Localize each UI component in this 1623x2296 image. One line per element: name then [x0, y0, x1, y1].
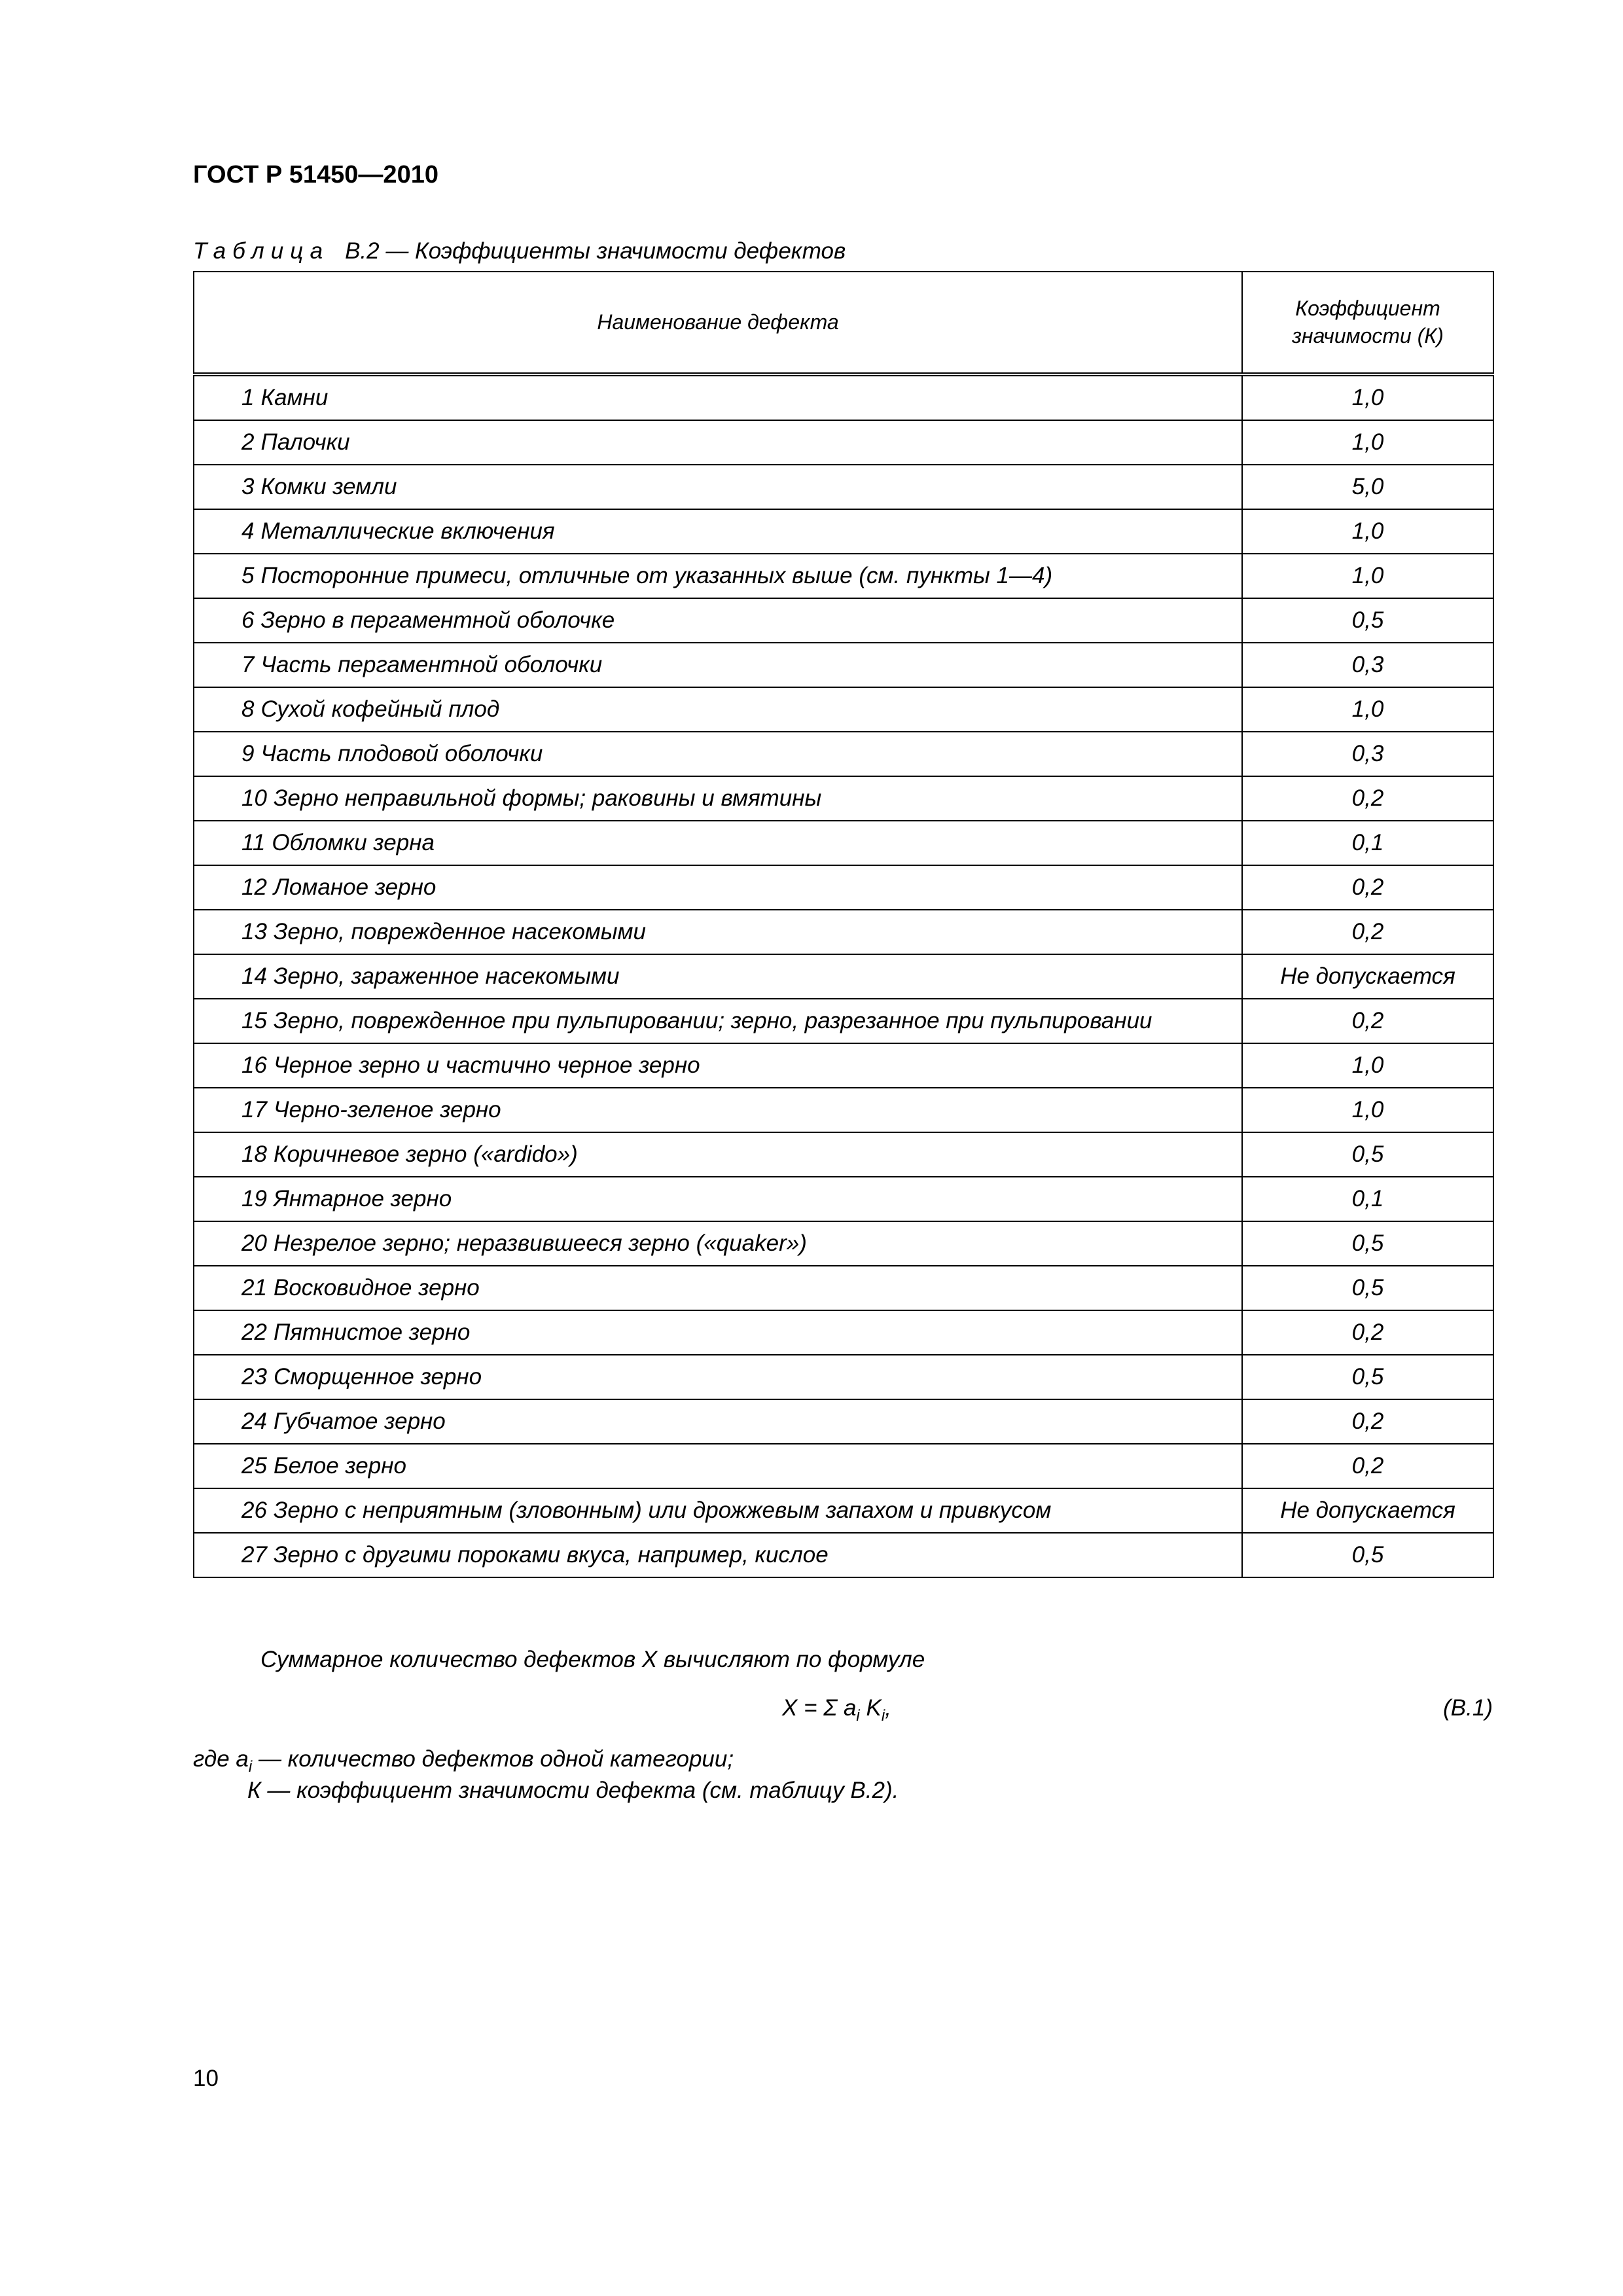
table-body	[194, 374, 1493, 1577]
defect-name: Зерно, поврежденное при пульпировании; зерно, разрезанное при пульпировании	[273, 1008, 1152, 1033]
defect-name: Восковидное зерно	[273, 1275, 480, 1300]
table-row	[194, 954, 1493, 999]
table-row	[194, 732, 1493, 776]
defect-name-cell	[194, 465, 1242, 509]
coefficient-value: Не допускается	[1242, 954, 1493, 999]
defect-name-cell	[194, 1132, 1242, 1177]
defect-name-cell	[194, 1088, 1242, 1132]
defect-number: 9	[241, 741, 255, 766]
defect-name: Палочки	[260, 429, 350, 455]
defect-number: 13	[241, 919, 267, 944]
coefficient-value: 1,0	[1242, 509, 1493, 554]
table-row	[194, 1355, 1493, 1399]
defect-name: Пятнистое зерно	[273, 1319, 471, 1345]
document-title: ГОСТ Р 51450—2010	[193, 161, 438, 188]
defect-number: 4	[241, 518, 255, 544]
coefficient-value: 0,2	[1242, 999, 1493, 1043]
page-number: 10	[193, 2066, 219, 2091]
defect-name: Сморщенное зерно	[273, 1364, 482, 1390]
coefficient-value: 0,5	[1242, 598, 1493, 643]
defect-name: Часть пергаментной оболочки	[260, 652, 603, 677]
defect-name-cell	[194, 821, 1242, 865]
defect-name-cell	[194, 1444, 1242, 1488]
table-row	[194, 865, 1493, 910]
table-row	[194, 420, 1493, 465]
coefficient-value: 1,0	[1242, 1043, 1493, 1088]
defect-name: Комки земли	[260, 474, 397, 499]
table-row	[194, 1488, 1493, 1533]
table-row	[194, 509, 1493, 554]
coefficient-value: 0,2	[1242, 1399, 1493, 1444]
defect-name: Зерно, поврежденное насекомыми	[273, 919, 647, 944]
coefficient-value: 0,5	[1242, 1266, 1493, 1310]
table-row	[194, 1177, 1493, 1221]
defect-number: 19	[241, 1186, 267, 1211]
table-row	[194, 687, 1493, 732]
defect-name-cell	[194, 598, 1242, 643]
caption-label: Таблица	[193, 238, 330, 264]
table-row	[194, 999, 1493, 1043]
defect-name-cell	[194, 509, 1242, 554]
defect-name-cell	[194, 1221, 1242, 1266]
defect-name: Металлические включения	[260, 518, 555, 544]
table-row	[194, 1399, 1493, 1444]
defect-name-cell	[194, 1399, 1242, 1444]
defect-name: Коричневое зерно («ardido»)	[273, 1141, 578, 1167]
table-row	[194, 776, 1493, 821]
defect-number: 23	[241, 1364, 267, 1390]
defect-number: 26	[241, 1498, 267, 1523]
defect-number: 25	[241, 1453, 267, 1479]
defect-name-cell	[194, 1043, 1242, 1088]
defect-name-cell	[194, 643, 1242, 687]
defect-name-cell	[194, 374, 1242, 420]
defect-name-cell	[194, 954, 1242, 999]
defect-name: Черно-зеленое зерно	[273, 1097, 501, 1122]
coefficient-value: 0,3	[1242, 643, 1493, 687]
coefficient-value: Не допускается	[1242, 1488, 1493, 1533]
defect-number: 18	[241, 1141, 267, 1167]
defect-name-cell	[194, 1310, 1242, 1355]
defect-number: 2	[241, 429, 255, 455]
table-row	[194, 1043, 1493, 1088]
defect-name: Посторонние примеси, отличные от указанных выше (см. пункты 1—4)	[260, 563, 1053, 588]
table-row	[194, 1132, 1493, 1177]
defect-number: 11	[241, 830, 266, 855]
defect-name: Ломаное зерно	[273, 874, 437, 900]
defect-name-cell	[194, 1488, 1242, 1533]
table-row	[194, 1221, 1493, 1266]
coefficient-value: 1,0	[1242, 687, 1493, 732]
defect-number: 15	[241, 1008, 267, 1033]
formula: Х = Σ $a_i$ $K_i$,	[782, 1695, 891, 1725]
defect-name: Черное зерно и частично черное зерно	[273, 1052, 700, 1078]
defect-name-cell	[194, 1177, 1242, 1221]
table-row	[194, 1444, 1493, 1488]
defect-number: 21	[241, 1275, 267, 1300]
defect-name-cell	[194, 687, 1242, 732]
defect-number: 16	[241, 1052, 267, 1078]
defect-number: 5	[241, 563, 255, 588]
coefficient-value: 1,0	[1242, 1088, 1493, 1132]
column-header-coefficient: Коэффициент значимости (К)	[1242, 272, 1493, 374]
formula-legend-a: где $a_i$ — количество дефектов одной категории;	[193, 1746, 734, 1776]
column-header-name: Наименование дефекта	[194, 272, 1242, 374]
coefficient-value: 0,2	[1242, 776, 1493, 821]
defect-name-cell	[194, 1355, 1242, 1399]
defect-name-cell	[194, 776, 1242, 821]
coefficient-value: 0,5	[1242, 1533, 1493, 1577]
defect-number: 6	[241, 607, 255, 633]
defect-number: 8	[241, 696, 255, 722]
coefficient-value: 0,3	[1242, 732, 1493, 776]
defect-number: 20	[241, 1230, 267, 1256]
defect-name-cell	[194, 1266, 1242, 1310]
defect-name-cell	[194, 420, 1242, 465]
table-row	[194, 1088, 1493, 1132]
table-row	[194, 821, 1493, 865]
defect-name: Зерно с другими пороками вкуса, например, кислое	[273, 1542, 829, 1568]
coefficient-value: 0,5	[1242, 1132, 1493, 1177]
defect-number: 17	[241, 1097, 267, 1122]
caption-text: В.2 — Коэффициенты значимости дефектов	[345, 238, 846, 264]
coefficient-value: 0,2	[1242, 910, 1493, 954]
defect-name: Зерно в пергаментной оболочке	[260, 607, 615, 633]
coefficient-value: 0,1	[1242, 1177, 1493, 1221]
table-row	[194, 1310, 1493, 1355]
table-row	[194, 1533, 1493, 1577]
coefficient-value: 1,0	[1242, 420, 1493, 465]
coefficient-value: 0,2	[1242, 1310, 1493, 1355]
defect-name: Часть плодовой оболочки	[260, 741, 543, 766]
formula-intro: Суммарное количество дефектов Х вычисляют по формуле	[260, 1647, 925, 1672]
coefficient-value: 0,1	[1242, 821, 1493, 865]
table-row	[194, 1266, 1493, 1310]
formula-number: (В.1)	[1443, 1695, 1493, 1721]
table-row	[194, 598, 1493, 643]
coefficient-value: 0,2	[1242, 1444, 1493, 1488]
defect-number: 7	[241, 652, 255, 677]
coefficient-value: 5,0	[1242, 465, 1493, 509]
defect-number: 22	[241, 1319, 267, 1345]
coefficient-value: 1,0	[1242, 374, 1493, 420]
table-row	[194, 374, 1493, 420]
defect-name: Камни	[260, 385, 329, 410]
table-row	[194, 465, 1493, 509]
defect-name-cell	[194, 1533, 1242, 1577]
defect-name-cell	[194, 865, 1242, 910]
defect-name-cell	[194, 732, 1242, 776]
defect-name: Обломки зерна	[272, 830, 435, 855]
defect-name-cell	[194, 554, 1242, 598]
defect-name: Губчатое зерно	[273, 1408, 446, 1434]
table-caption	[193, 238, 846, 264]
defect-name: Зерно с неприятным (зловонным) или дрожжевым запахом и привкусом	[273, 1498, 1052, 1523]
defect-name-cell	[194, 910, 1242, 954]
defect-number: 3	[241, 474, 255, 499]
defect-number: 1	[241, 385, 255, 410]
table-header-row	[194, 272, 1493, 374]
coefficient-value: 0,5	[1242, 1221, 1493, 1266]
defect-name-cell	[194, 999, 1242, 1043]
defect-name: Зерно неправильной формы; раковины и вмятины	[273, 785, 822, 811]
defect-name: Зерно, зараженное насекомыми	[273, 963, 620, 989]
defect-number: 12	[241, 874, 267, 900]
defect-number: 27	[241, 1542, 267, 1568]
table-row	[194, 910, 1493, 954]
defect-number: 14	[241, 963, 267, 989]
defect-name: Янтарное зерно	[273, 1186, 452, 1211]
defects-table	[193, 271, 1494, 1578]
table-row	[194, 554, 1493, 598]
coefficient-value: 0,5	[1242, 1355, 1493, 1399]
defect-name: Незрелое зерно; неразвившееся зерно («quaker»)	[273, 1230, 807, 1256]
defect-number: 10	[241, 785, 267, 811]
defect-name: Сухой кофейный плод	[260, 696, 500, 722]
defect-name: Белое зерно	[273, 1453, 406, 1479]
table-row	[194, 643, 1493, 687]
formula-legend-k: К — коэффициент значимости дефекта (см. таблицу В.2).	[247, 1778, 899, 1803]
coefficient-value: 0,2	[1242, 865, 1493, 910]
coefficient-value: 1,0	[1242, 554, 1493, 598]
defect-number: 24	[241, 1408, 267, 1434]
